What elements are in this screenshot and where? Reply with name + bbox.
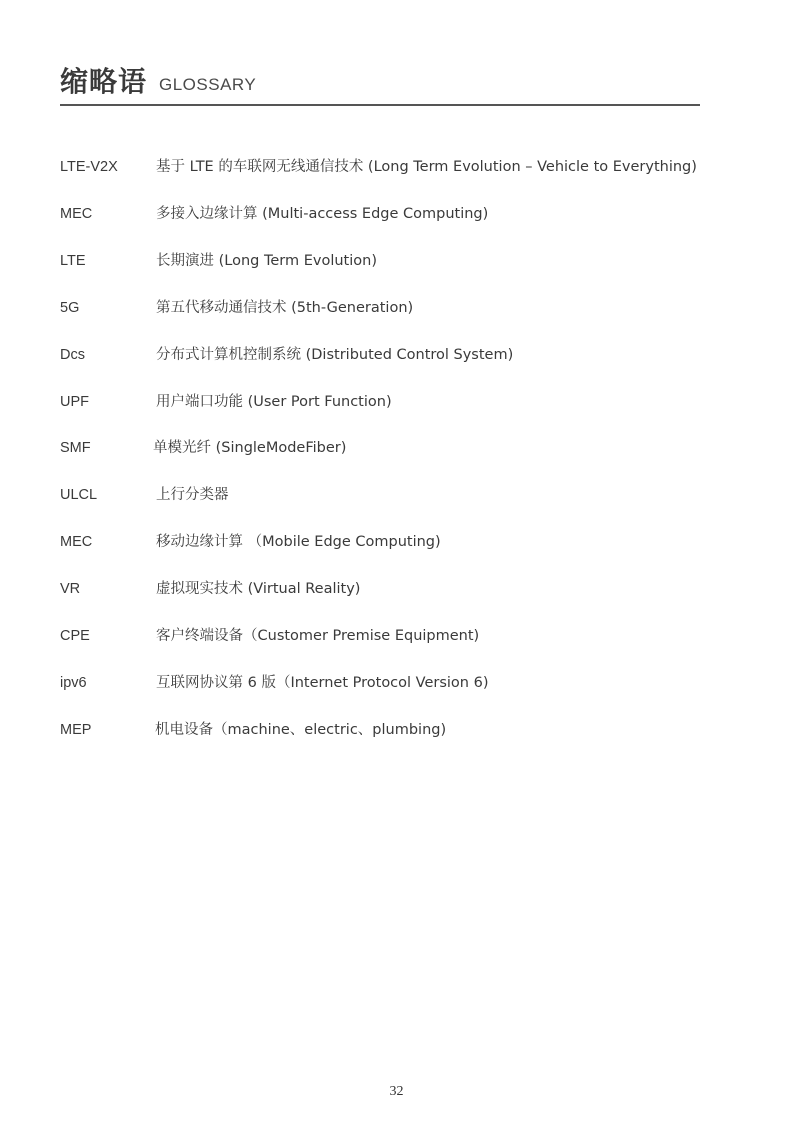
entry-abbreviation: MEP <box>60 722 92 738</box>
entry-definition: 用户端口功能 (User Port Function) <box>156 394 392 410</box>
glossary-entry <box>60 672 740 694</box>
glossary-entry <box>60 719 740 741</box>
glossary-entry <box>60 531 740 553</box>
glossary-entry <box>60 391 740 413</box>
glossary-header <box>60 64 700 104</box>
entry-definition: 分布式计算机控制系统 (Distributed Control System) <box>156 347 514 363</box>
glossary-entry <box>60 344 740 366</box>
entry-definition: 机电设备（machine、electric、plumbing) <box>155 722 447 738</box>
entry-abbreviation: LTE <box>60 253 86 269</box>
entry-definition: 基于 LTE 的车联网无线通信技术 (Long Term Evolution – Vehicle to Everything) <box>156 159 697 175</box>
entry-definition: 上行分类器 <box>156 487 229 503</box>
entry-definition: 客户终端设备（Customer Premise Equipment) <box>156 628 480 644</box>
page-title-chinese: 缩略语 <box>60 65 148 98</box>
entry-abbreviation: CPE <box>60 628 90 644</box>
glossary-entry <box>60 250 740 272</box>
entry-abbreviation: VR <box>60 581 81 597</box>
glossary-entry <box>60 484 740 506</box>
entry-definition: 第五代移动通信技术 (5th-Generation) <box>156 300 414 316</box>
entry-definition: 单模光纤 (SingleModeFiber) <box>153 440 347 456</box>
entry-abbreviation: UPF <box>60 394 89 410</box>
entry-abbreviation: ipv6 <box>60 675 87 691</box>
entry-abbreviation: SMF <box>60 440 91 456</box>
page-title-english: GLOSSARY <box>159 75 257 94</box>
entry-definition: 互联网协议第 6 版（Internet Protocol Version 6) <box>156 675 489 691</box>
entry-definition: 虚拟现实技术 (Virtual Reality) <box>156 581 361 597</box>
entry-definition: 多接入边缘计算 (Multi-access Edge Computing) <box>156 206 489 222</box>
glossary-entry <box>60 437 740 459</box>
glossary-entry <box>60 156 740 178</box>
glossary-entry <box>60 625 740 647</box>
entry-abbreviation: MEC <box>60 534 93 550</box>
entry-abbreviation: 5G <box>60 300 80 316</box>
entry-definition: 移动边缘计算 （Mobile Edge Computing) <box>156 534 441 550</box>
header-divider <box>60 104 700 106</box>
entry-abbreviation: MEC <box>60 206 93 222</box>
entry-definition: 长期演进 (Long Term Evolution) <box>156 253 377 269</box>
entry-abbreviation: ULCL <box>60 487 98 503</box>
glossary-entry <box>60 578 740 600</box>
entry-abbreviation: Dcs <box>60 347 85 363</box>
glossary-entry <box>60 297 740 319</box>
entry-abbreviation: LTE-V2X <box>60 159 118 175</box>
page-number: 32 <box>389 1084 404 1099</box>
glossary-entry <box>60 203 740 225</box>
